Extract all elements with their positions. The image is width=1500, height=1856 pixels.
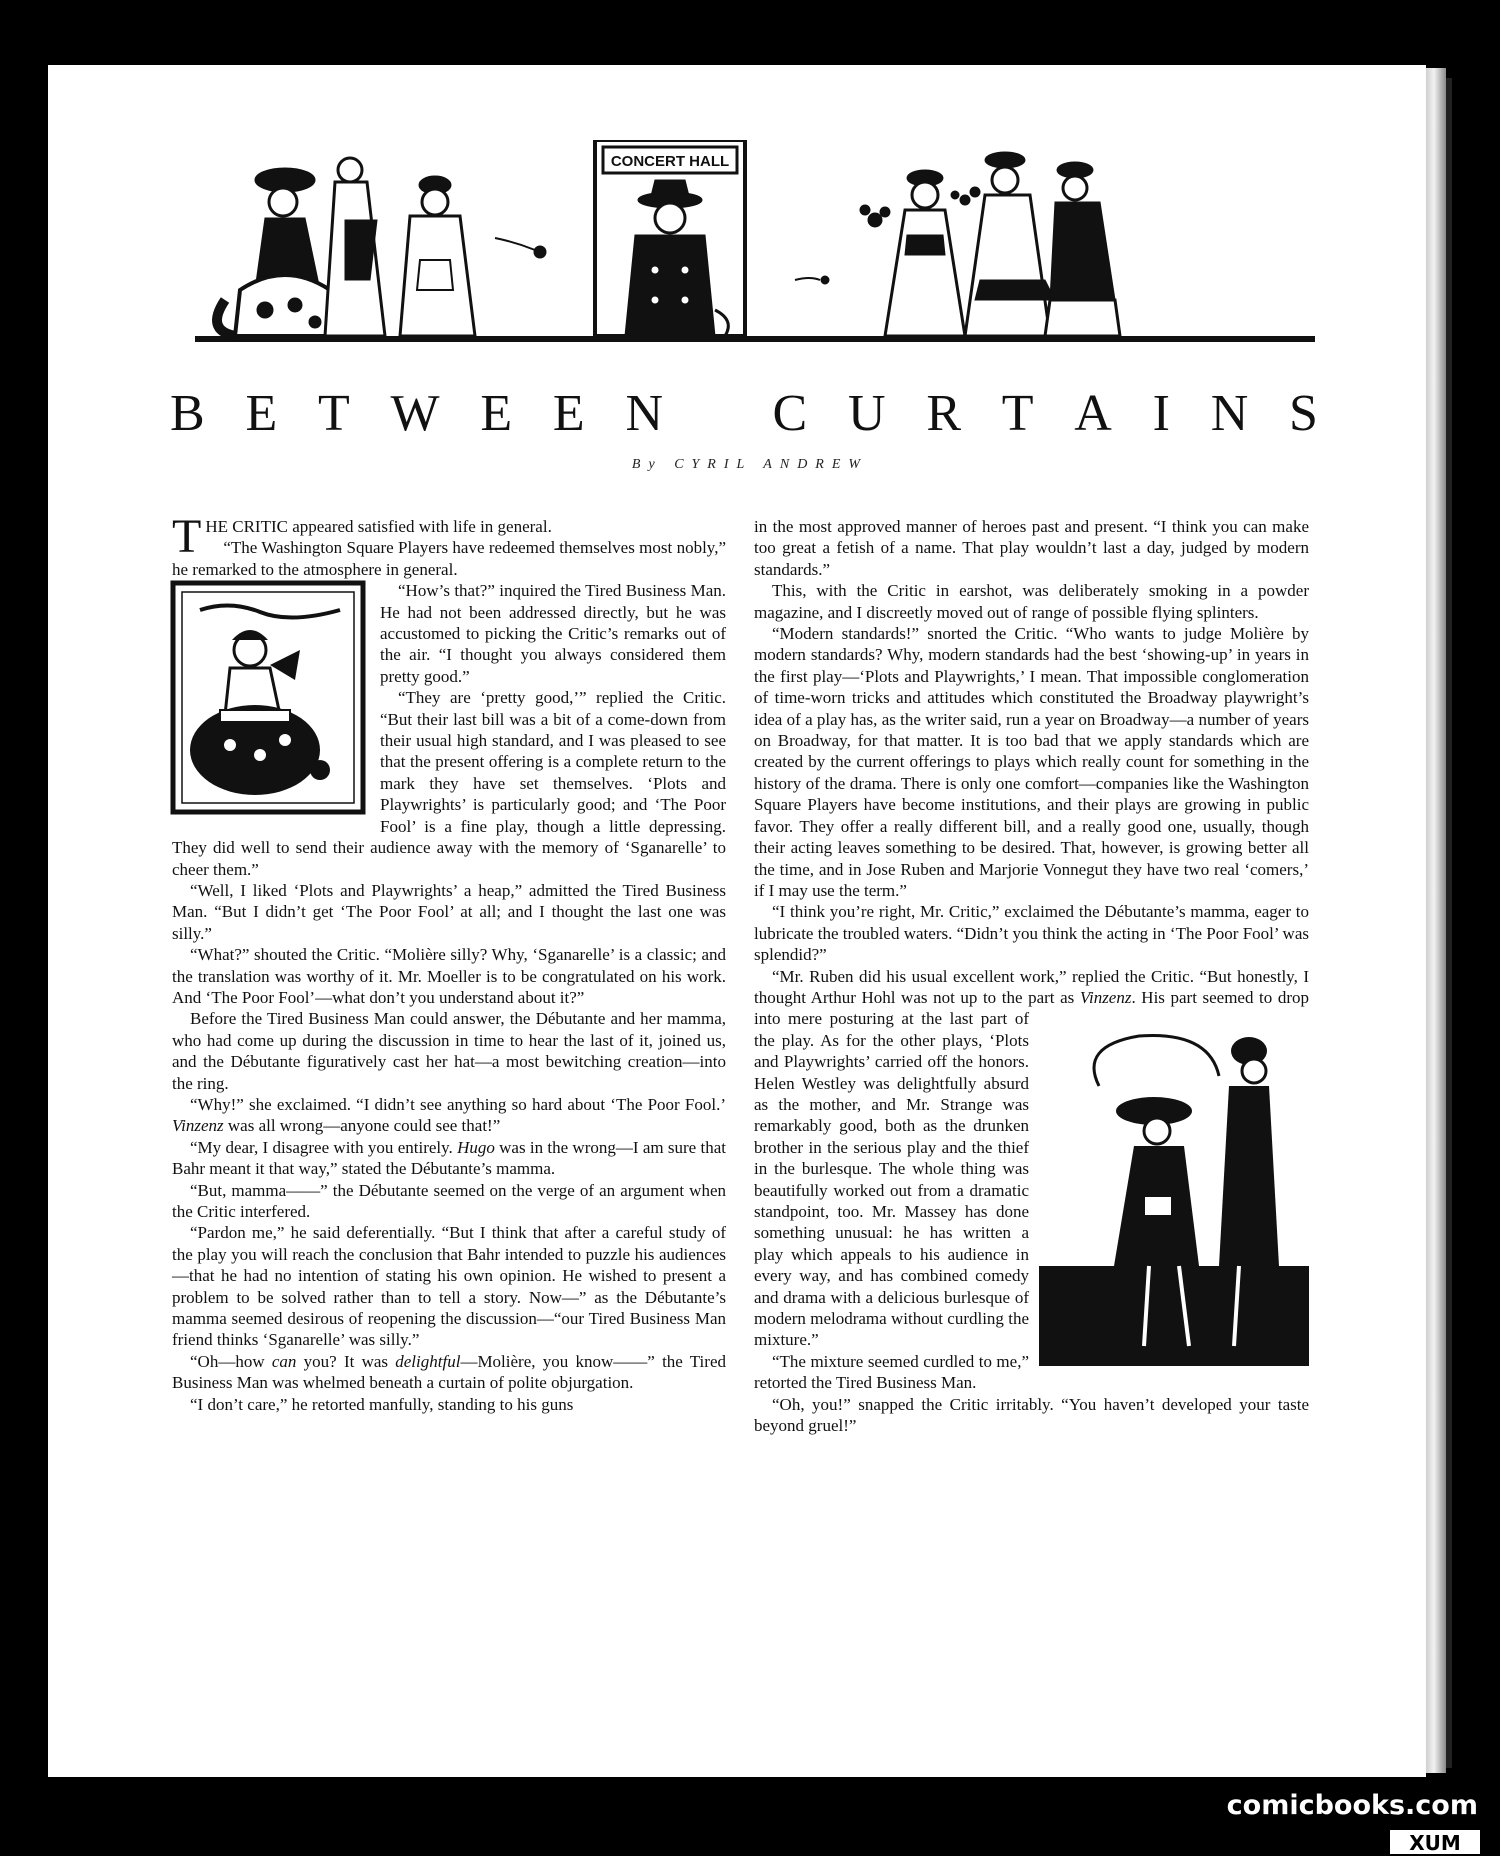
paragraph-text: —Molière, you know——” the Tired Business Man was whelmed beneath a curtain of polite objurgation. (172, 1351, 726, 1393)
paragraph-text: “Mr. Ruben did his usual excellent work,” replied the Critic. “But honestly, I thought Arthur Hohl was not up to the part as (754, 966, 1309, 1007)
paragraph: “Well, I liked ‘Plots and Playwrights’ a heap,” admitted the Tired Business Man. “But I didn’t get ‘The Poor Fool’ at all; and I thought the last one was silly.” (172, 880, 726, 943)
title-letter: T (1001, 384, 1036, 442)
left-column (172, 510, 726, 1415)
paragraph: “The mixture seemed curdled to me,” retorted the Tired Business Man. (754, 1351, 1029, 1393)
paragraph (172, 1137, 726, 1180)
italic-text: Vinzenz (172, 1116, 224, 1136)
title-letter: R (926, 384, 963, 442)
italic-text: delightful (395, 1351, 461, 1371)
paragraph: “I don’t care,” he retorted manfully, standing to his guns (190, 1394, 574, 1414)
byline: By CYRIL ANDREW (631, 457, 869, 472)
title-letter: N (625, 384, 665, 442)
paragraph: “What?” shouted the Critic. “Molière silly? Why, ‘Sganarelle’ is a classic; and the translation was worthy of it. Mr. Moeller is to be congratulated on his work. And ‘The Poor Fool’—what don’t you understand about it?” (172, 945, 726, 1007)
paragraph-text: HE CRITIC appeared satisfied with life in general. (205, 517, 552, 536)
paragraph: “Modern standards!” snorted the Critic. “Who wants to judge Molière by modern standards? Why, modern standards had the best ‘showing-up’ in years in the first play—‘Plots and Playwrights,’ I mean. That impossible conglomeration of time-worn tricks and attitudes which constituted the Broadway playwright’s idea of a play has, as the writer said, run a year on Broadway—a number of years on Broadway, for that matter. It is too bad that we apply standards which are created by the current offerings to plays which really count for something in the history of the drama. There is only one comfort—companies like the Washington Square Players have become institutions, and their plays are growing in public favor. They offer a really different bill, and a really good one, usually, though their acting leaves something to be desired. That, however, is growing better all the time, and in Jose Ruben and Marjorie Vonnegut they have two real ‘comers,’ if I may use the term.” (754, 624, 1309, 900)
italic-text: Hugo (457, 1137, 495, 1157)
thrown-flower-right (795, 276, 829, 284)
title-letter: C (772, 384, 810, 442)
paragraph-text: was in the wrong—I am sure that Bahr meant it that way,” stated the Débutante’s mamma. (172, 1137, 726, 1179)
title-letter: E (480, 384, 515, 442)
paragraph: in the most approved manner of heroes past and present. “I think you can make too great a fetish of a name. That play wouldn’t last a day, judged by modern standards.” (754, 517, 1309, 579)
title-letter: N (1210, 384, 1251, 442)
title-letter: S (1289, 384, 1320, 442)
title-letter: I (1152, 384, 1172, 442)
right-ladies-group (860, 152, 1120, 336)
paragraph: Before the Tired Business Man could answer, the Débutante and her mamma, who had come up during the discussion in time to hear the last of it, joined us, and the Débutante figuratively cast her hat—a most bewitching creation—into the ring. (172, 1009, 726, 1093)
title-letter: B (170, 384, 207, 442)
italic-text: can (271, 1351, 297, 1371)
page-edge (1446, 78, 1452, 1768)
paragraph: “The Washington Square Players have redeemed themselves most nobly,” he remarked to the atmosphere in general. (172, 538, 726, 579)
drop-cap: T (172, 510, 202, 563)
paragraph: “But, mamma——” the Débutante seemed on the verge of an argument when the Critic interfered. (172, 1180, 726, 1221)
paragraph: “Pardon me,” he said deferentially. “But I think that after a careful study of the play you will reach the conclusion that Bahr intended to puzzle his audiences—that he had no intention of stating his own opinion. He wished to present a problem to be solved rather than to tell a story. Now—” as the Débutante’s mamma seemed desirous of reopening the discussion—“our Tired Business Man friend thinks ‘Sganarelle’ was silly.” (172, 1223, 726, 1350)
article-title (170, 383, 1320, 443)
paragraph-text: “Oh—how (190, 1351, 272, 1371)
italic-text: Vinzenz (1079, 987, 1132, 1007)
title-letter: A (1074, 384, 1114, 442)
paragraph-text: “How’s that?” inquired the Tired Business Man. He had not been addressed directly, but he was accustomed to picking the Critic’s remarks out of the air. “I thought you always considered them pretty good.” (380, 581, 726, 686)
title-letter: E (245, 384, 280, 442)
title-letter: U (847, 384, 888, 442)
paragraph: This, with the Critic in earshot, was deliberately smoking in a powder magazine, and I discreetly moved out of range of possible flying splinters. (754, 581, 1309, 622)
title-letter: T (317, 384, 352, 442)
paragraph-text: “Why!” she exclaimed. “I didn’t see anything so hard about ‘The Poor Fool.’ (190, 1094, 726, 1114)
paragraph (754, 966, 1309, 1351)
paragraph-text: “My dear, I disagree with you entirely. (190, 1137, 458, 1157)
paragraph (172, 1094, 726, 1137)
couple-illustration (1039, 1016, 1309, 1366)
paragraph (172, 580, 726, 687)
debutante-illustration (170, 580, 366, 815)
watermark-tag: XUM (1390, 1830, 1480, 1854)
watermark-brand: comicbooks.com (1226, 1790, 1478, 1821)
header-illustration (195, 140, 1315, 350)
title-letter: W (390, 384, 442, 442)
paragraph-text: . His part seemed to drop into mere posturing at the last part of the play. As for the other plays, ‘Plots and Playwrights’ carried off the honors. Helen Westley was delightfully absurd as the mother, and Mr. Strange was remarkably good, both as the drunken brother in the serious play and the thief in the burlesque. The whole thing was beautifully worked out from a dramatic standpoint, too. Mr. Massey has done something unusual: he has written a play which appeals to his audience in every way, and has combined comedy and drama with a delicious burlesque of modern melodrama without curdling the mixture.” (754, 987, 1310, 1350)
right-column (754, 516, 1309, 1436)
paragraph-text: you? It was (296, 1351, 396, 1371)
thrown-flower-left (495, 238, 546, 258)
title-letter: E (552, 384, 587, 442)
paragraph: “They are ‘pretty good,’” replied the Critic. “But their last bill was a bit of a come-down from their usual high standard, and I was pleased to see that the present offering is a complete return to the mark they have set themselves. ‘Plots and Playwrights’ is particularly good; and ‘The Poor Fool’ is a fine play, though a little depressing. They did well to send their audience away with the memory of ‘Sganarelle’ to cheer them.” (172, 688, 726, 879)
paragraph (172, 1351, 726, 1394)
left-ladies-group (217, 158, 475, 336)
concert-hall-sign: CONCERT HALL (610, 153, 730, 170)
page-spine (1426, 68, 1446, 1773)
paragraph-text: was all wrong—anyone could see that!” (223, 1116, 501, 1136)
paragraph: “Oh, you!” snapped the Critic irritably. “You haven’t developed your taste beyond gruel!” (754, 1394, 1309, 1436)
paragraph: “I think you’re right, Mr. Critic,” exclaimed the Débutante’s mamma, eager to lubricate the troubled waters. “Didn’t you think the acting in ‘The Poor Fool’ was splendid?” (754, 902, 1309, 965)
